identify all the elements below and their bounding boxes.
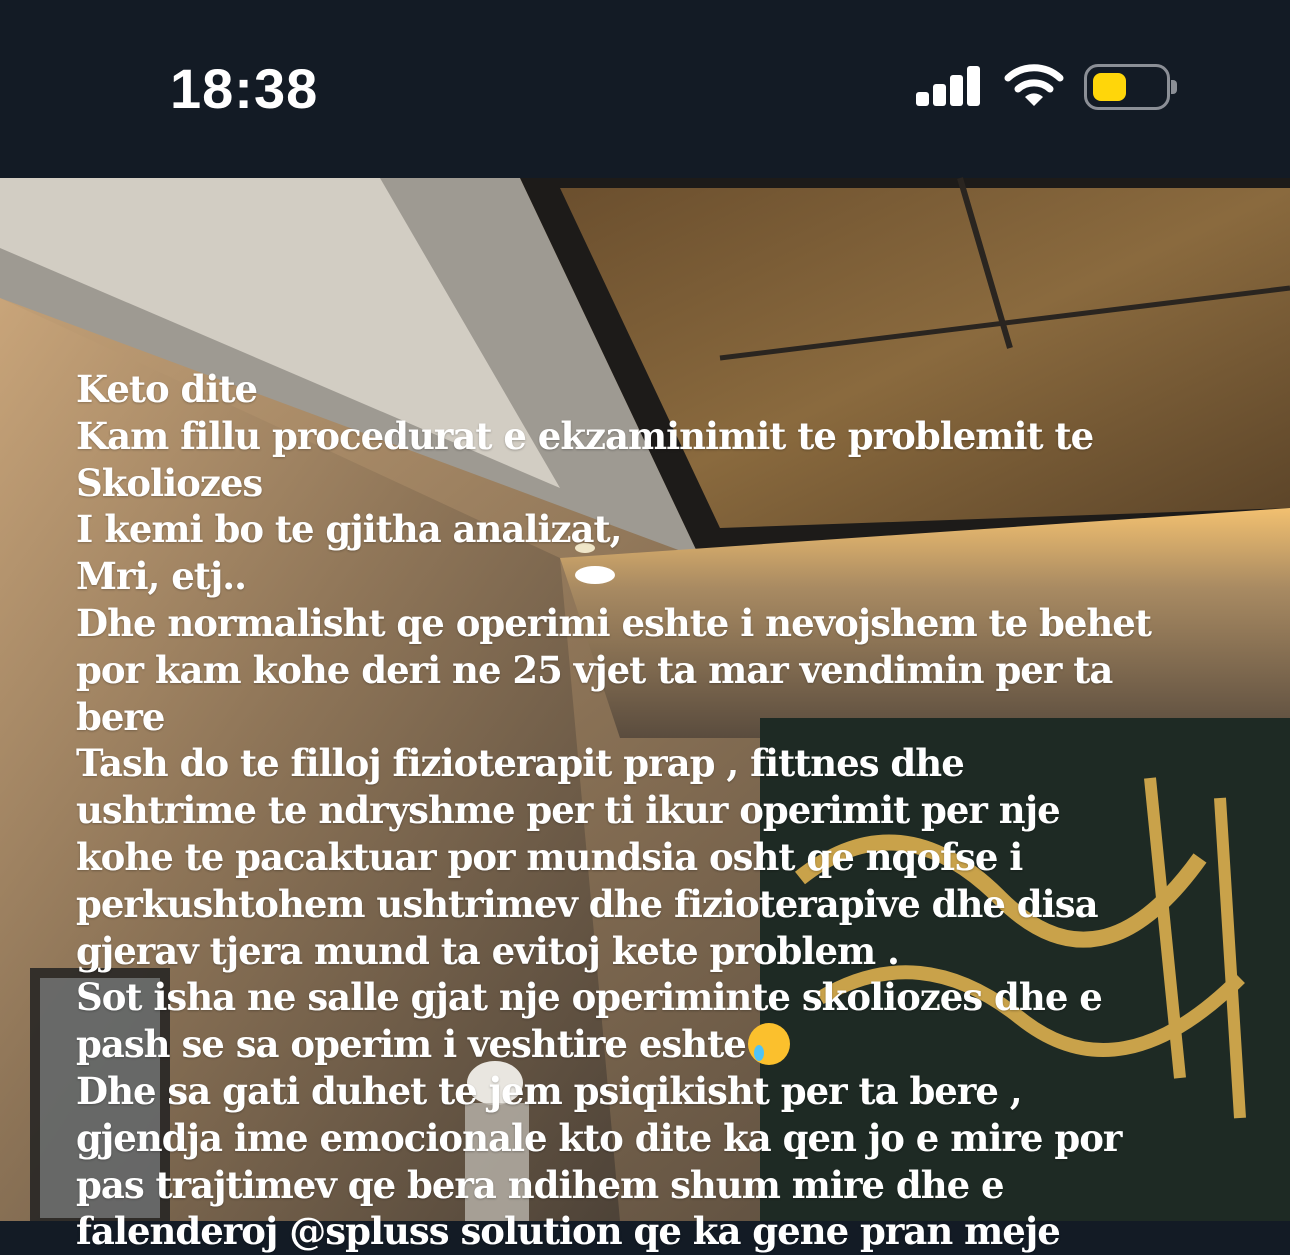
caption-line: I kemi bo te gjitha analizat, bbox=[76, 507, 622, 552]
caption-line: Kam fillu procedurat e ekzaminimit te problemit te bbox=[76, 413, 1094, 458]
story-view[interactable] bbox=[0, 178, 1290, 1254]
story-caption bbox=[76, 366, 1216, 1255]
caption-line: pash se sa operim i veshtire eshte bbox=[76, 1021, 1216, 1068]
caption-line: perkushtohem ushtrimev dhe fizioterapive dhe disa bbox=[76, 881, 1098, 926]
caption-line: pas trajtimev qe bera ndihem shum mire dhe e bbox=[76, 1162, 1004, 1207]
caption-line: Tash do te filloj fizioterapit prap , fittnes dhe bbox=[76, 741, 964, 786]
caption-line: Keto dite bbox=[76, 367, 258, 411]
status-bar bbox=[0, 0, 1290, 178]
caption-line: ushtrime te ndryshme per ti ikur operimit per nje bbox=[76, 788, 1060, 833]
caption-line: gjendja ime emocionale kto dite ka qen jo e mire por bbox=[76, 1115, 1122, 1160]
caption-line: bere bbox=[76, 694, 165, 739]
caption-line: Dhe normalisht qe operimi eshte i nevojshem te behet bbox=[76, 600, 1151, 645]
wifi-icon bbox=[1004, 64, 1064, 108]
battery-tip bbox=[1171, 80, 1177, 94]
cellular-signal-icon bbox=[916, 66, 982, 106]
caption-line: Skoliozes bbox=[76, 460, 263, 505]
caption-line: gjerav tjera mund ta evitoj kete problem . bbox=[76, 928, 899, 973]
battery-level bbox=[1093, 73, 1126, 101]
caption-line: por kam kohe deri ne 25 vjet ta mar vendimin per ta bbox=[76, 647, 1113, 692]
crying-face-emoji-icon bbox=[748, 1023, 790, 1065]
caption-line: falenderoj @spluss solution qe ka gene pran meje bbox=[76, 1209, 1060, 1254]
caption-line: kohe te pacaktuar por mundsia osht qe nqofse i bbox=[76, 834, 1023, 879]
battery-icon bbox=[1084, 64, 1170, 110]
status-time: 18:38 bbox=[170, 57, 319, 120]
caption-line: Sot isha ne salle gjat nje operiminte skoliozes dhe e bbox=[76, 975, 1102, 1020]
caption-line: Mri, etj.. bbox=[76, 554, 247, 599]
caption-line: Dhe sa gati duhet te jem psiqikisht per ta bere , bbox=[76, 1068, 1022, 1113]
